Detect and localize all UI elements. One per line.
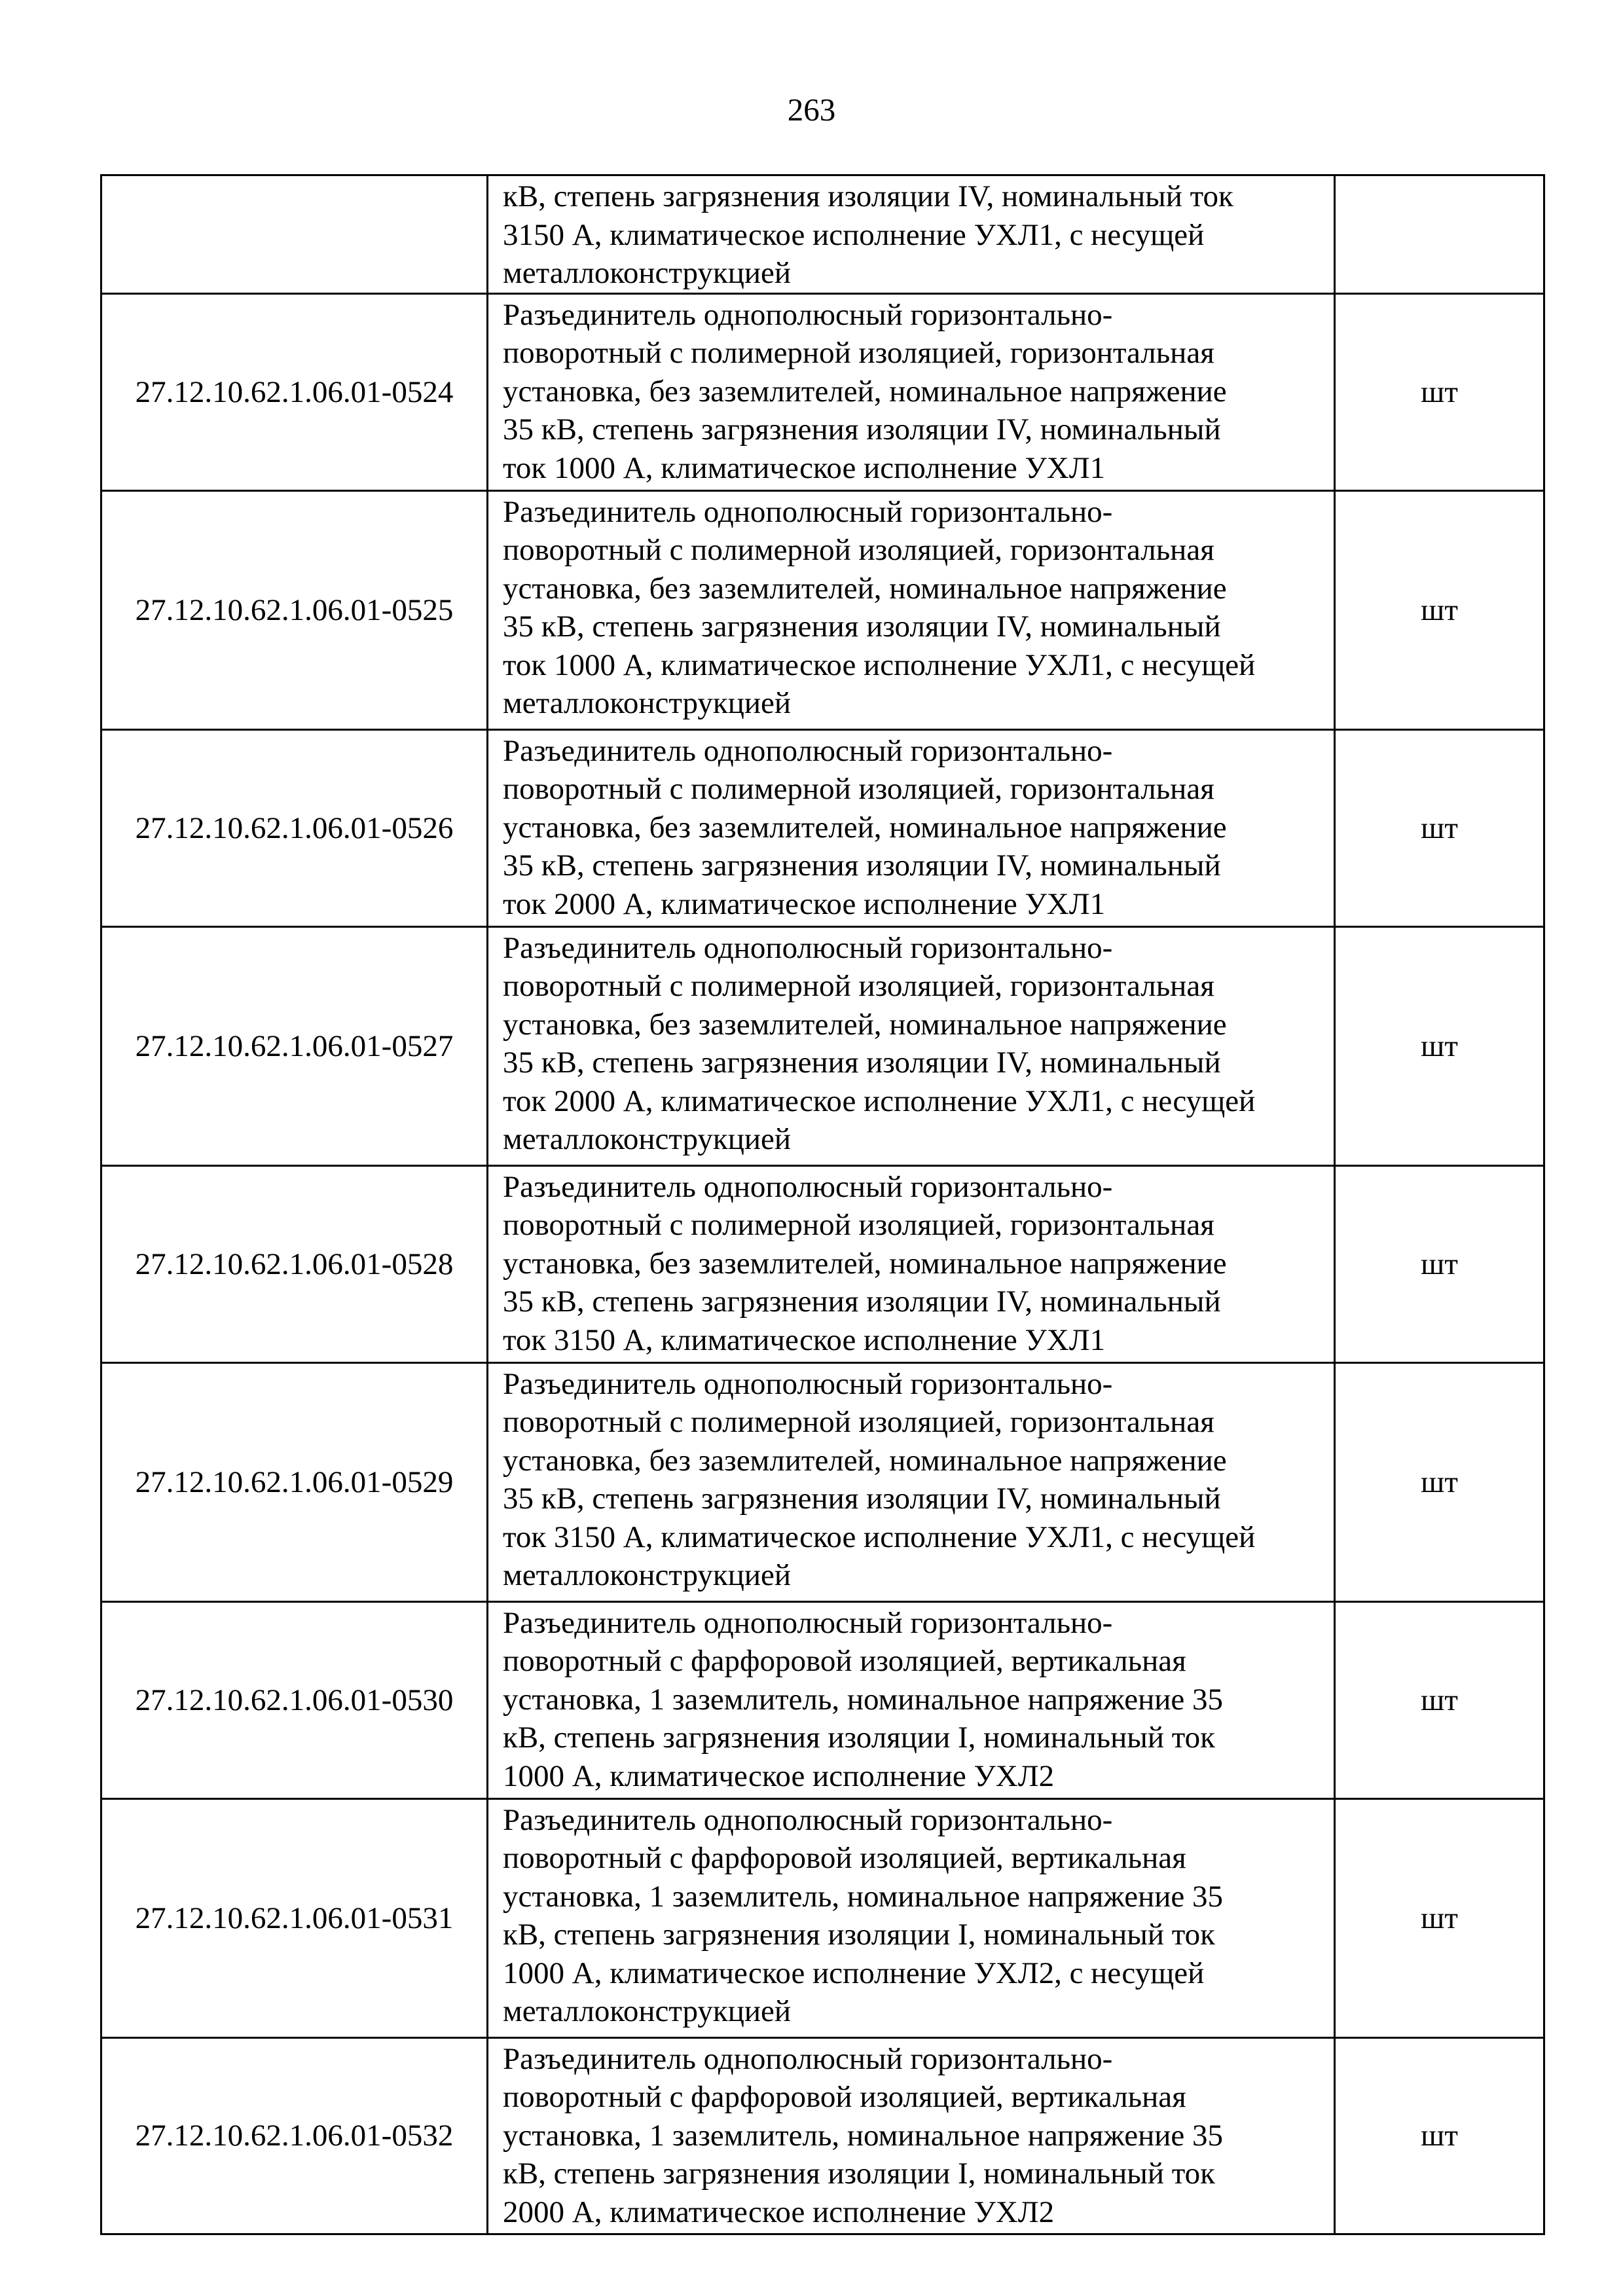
description-line: ток 1000 А, климатическое исполнение УХЛ1 [503, 450, 1106, 485]
resource-description [488, 490, 1335, 729]
table-row [101, 2037, 1544, 2234]
unit-of-measure [1335, 175, 1544, 294]
description-line: ток 1000 А, климатическое исполнение УХЛ1, с несущей [503, 647, 1256, 682]
description-line: 35 кВ, степень загрязнения изоляции IV, номинальный [503, 1285, 1221, 1319]
description-line: металлоконструкцией [503, 1558, 792, 1592]
description-line: Разъединитель однополюсный горизонтально- [503, 494, 1113, 529]
resource-code: 27.12.10.62.1.06.01-0531 [101, 1798, 488, 2037]
resource-table [100, 174, 1545, 2235]
table-row [101, 926, 1544, 1165]
description-line: Разъединитель однополюсный горизонтально- [503, 733, 1113, 768]
unit-of-measure: шт [1335, 2037, 1544, 2234]
description-line: металлоконструкцией [503, 1122, 792, 1156]
unit-of-measure: шт [1335, 926, 1544, 1165]
description-line: Разъединитель однополюсный горизонтально- [503, 1169, 1113, 1204]
description-line: ток 3150 А, климатическое исполнение УХЛ1 [503, 1322, 1106, 1357]
table-body [101, 175, 1544, 2234]
resource-code: 27.12.10.62.1.06.01-0528 [101, 1165, 488, 1362]
description-line: 2000 А, климатическое исполнение УХЛ2 [503, 2195, 1055, 2229]
table-row [101, 1165, 1544, 1362]
resource-description [488, 1601, 1335, 1798]
description-line: установка, 1 заземлитель, номинальное напряжение 35 [503, 1682, 1224, 1717]
description-line: установка, без заземлителей, номинальное напряжение [503, 571, 1227, 606]
description-line: поворотный с полимерной изоляцией, горизонтальная [503, 772, 1214, 806]
unit-of-measure: шт [1335, 1362, 1544, 1601]
description-line: Разъединитель однополюсный горизонтально- [503, 930, 1113, 965]
resource-code: 27.12.10.62.1.06.01-0527 [101, 926, 488, 1165]
description-line: 1000 А, климатическое исполнение УХЛ2, с несущей [503, 1956, 1205, 1990]
resource-description [488, 1165, 1335, 1362]
resource-code: 27.12.10.62.1.06.01-0530 [101, 1601, 488, 1798]
description-line: установка, 1 заземлитель, номинальное напряжение 35 [503, 1879, 1224, 1914]
description-line: металлоконструкцией [503, 256, 792, 290]
description-line: кВ, степень загрязнения изоляции I, номинальный ток [503, 1918, 1215, 1952]
description-line: установка, без заземлителей, номинальное напряжение [503, 374, 1227, 409]
description-line: ток 2000 А, климатическое исполнение УХЛ1, с несущей [503, 1084, 1256, 1118]
unit-of-measure: шт [1335, 1798, 1544, 2037]
description-line: установка, 1 заземлитель, номинальное напряжение 35 [503, 2118, 1224, 2153]
resource-description [488, 1362, 1335, 1601]
description-line: кВ, степень загрязнения изоляции I, номинальный ток [503, 2157, 1215, 2191]
resource-code: 27.12.10.62.1.06.01-0529 [101, 1362, 488, 1601]
description-line: поворотный с полимерной изоляцией, горизонтальная [503, 969, 1214, 1003]
description-line: установка, без заземлителей, номинальное напряжение [503, 1246, 1227, 1281]
resource-code: 27.12.10.62.1.06.01-0525 [101, 490, 488, 729]
resource-code: 27.12.10.62.1.06.01-0532 [101, 2037, 488, 2234]
description-line: установка, без заземлителей, номинальное напряжение [503, 1007, 1227, 1042]
description-line: поворотный с полимерной изоляцией, горизонтальная [503, 336, 1214, 370]
resource-description [488, 2037, 1335, 2234]
unit-of-measure: шт [1335, 1165, 1544, 1362]
description-line: установка, без заземлителей, номинальное напряжение [503, 810, 1227, 845]
description-line: Разъединитель однополюсный горизонтально- [503, 1366, 1113, 1401]
resource-code [101, 175, 488, 294]
description-line: ток 3150 А, климатическое исполнение УХЛ1, с несущей [503, 1520, 1256, 1554]
resource-code: 27.12.10.62.1.06.01-0526 [101, 729, 488, 926]
description-line: 35 кВ, степень загрязнения изоляции IV, номинальный [503, 1046, 1221, 1080]
description-line: ток 2000 А, климатическое исполнение УХЛ1 [503, 886, 1106, 921]
description-line: поворотный с полимерной изоляцией, горизонтальная [503, 1405, 1214, 1439]
description-line: Разъединитель однополюсный горизонтально- [503, 2041, 1113, 2076]
description-line: поворотный с фарфоровой изоляцией, вертикальная [503, 1841, 1186, 1875]
description-line: Разъединитель однополюсный горизонтально- [503, 1605, 1113, 1640]
description-line: 35 кВ, степень загрязнения изоляции IV, номинальный [503, 1482, 1221, 1516]
table-row [101, 293, 1544, 490]
table-row [101, 1601, 1544, 1798]
description-line: 3150 А, климатическое исполнение УХЛ1, с несущей [503, 217, 1205, 252]
table-row [101, 1798, 1544, 2037]
description-line: 35 кВ, степень загрязнения изоляции IV, номинальный [503, 412, 1221, 446]
resource-description [488, 926, 1335, 1165]
description-line: металлоконструкцией [503, 686, 792, 720]
description-line: установка, без заземлителей, номинальное напряжение [503, 1443, 1227, 1478]
table-row [101, 729, 1544, 926]
description-line: кВ, степень загрязнения изоляции IV, номинальный ток [503, 179, 1233, 213]
description-line: Разъединитель однополюсный горизонтально- [503, 297, 1113, 332]
description-line: кВ, степень загрязнения изоляции I, номинальный ток [503, 1721, 1215, 1755]
resource-description [488, 293, 1335, 490]
unit-of-measure: шт [1335, 293, 1544, 490]
resource-description [488, 729, 1335, 926]
resource-code: 27.12.10.62.1.06.01-0524 [101, 293, 488, 490]
description-line: металлоконструкцией [503, 1994, 792, 2028]
description-line: поворотный с фарфоровой изоляцией, вертикальная [503, 1644, 1186, 1678]
unit-of-measure: шт [1335, 729, 1544, 926]
resource-description [488, 175, 1335, 294]
table-row [101, 175, 1544, 294]
description-line: Разъединитель однополюсный горизонтально- [503, 1802, 1113, 1837]
table-row [101, 490, 1544, 729]
page-number: 263 [787, 92, 836, 128]
table-row [101, 1362, 1544, 1601]
resource-description [488, 1798, 1335, 2037]
description-line: поворотный с полимерной изоляцией, горизонтальная [503, 1208, 1214, 1242]
description-line: 35 кВ, степень загрязнения изоляции IV, номинальный [503, 848, 1221, 883]
unit-of-measure: шт [1335, 490, 1544, 729]
description-line: 1000 А, климатическое исполнение УХЛ2 [503, 1758, 1055, 1793]
description-line: поворотный с полимерной изоляцией, горизонтальная [503, 533, 1214, 567]
unit-of-measure: шт [1335, 1601, 1544, 1798]
description-line: поворотный с фарфоровой изоляцией, вертикальная [503, 2080, 1186, 2114]
description-line: 35 кВ, степень загрязнения изоляции IV, номинальный [503, 610, 1221, 644]
